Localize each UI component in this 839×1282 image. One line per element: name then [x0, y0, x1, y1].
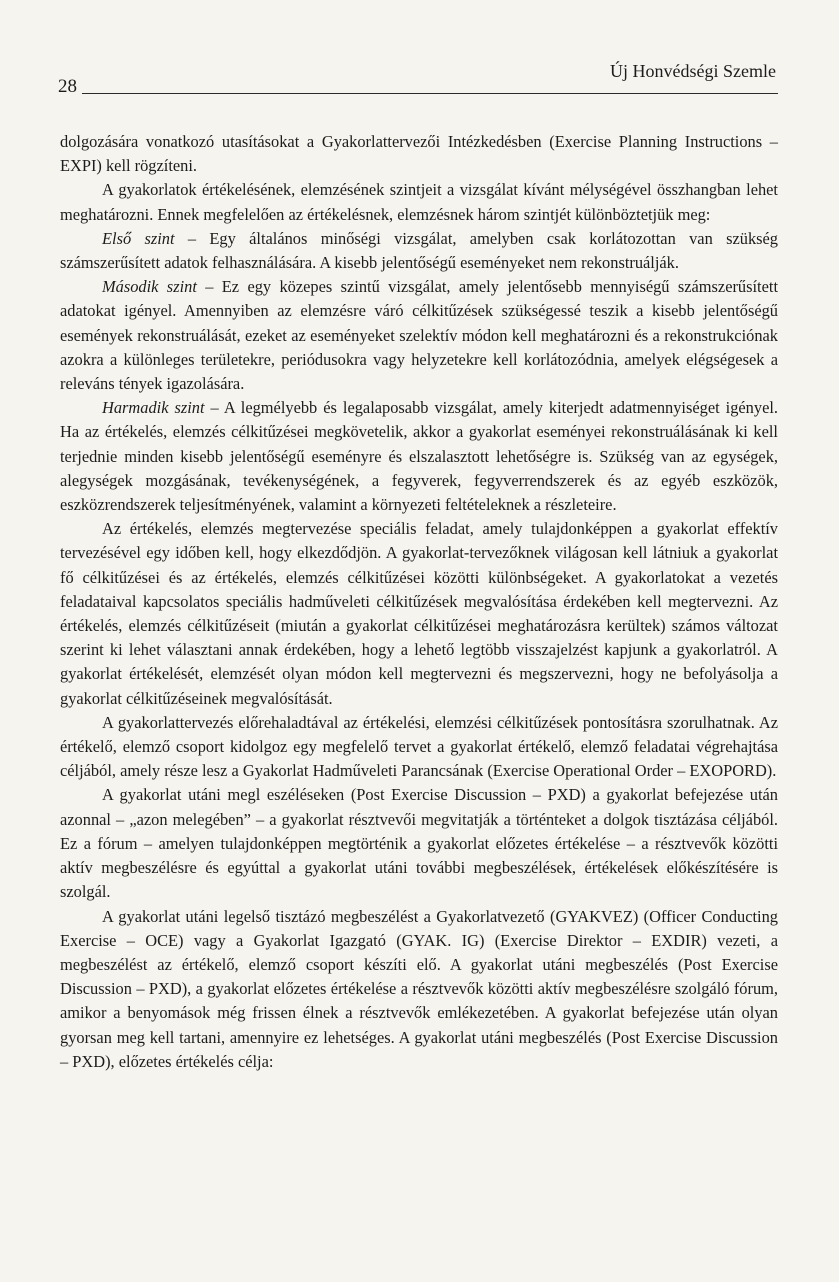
paragraph-continuation: [60, 130, 778, 178]
paragraph-lead: Első szint: [102, 228, 175, 248]
paragraph-text: Az értékelés, elemzés megtervezése speciális feladat, amely tulajdonképpen a gyakorlat effektív tervezésével egy időben kell, hogy elkezdődjön. A gyakorlat-tervezőknek világosan kell látniuk a gyakorlat fő célkitűzései és az értékelés, elemzés célkitűzései közötti különbségeket. A gyakorlatokat a vezetés feladataival kapcsolatos speciális hadműveleti célkitűzések megvalósítása érdekében kell megtervezni. Az értékelés, elemzés célkitűzéseit (miután a gyakorlat célkitűzései meghatározásra kerültek) számos változat szerint ki lehet választani annak érdekében, hogy a lehető legtöbb visszajelzést kapjunk a gyakorlatról. A gyakorlat értékelését, elemzését olyan módon kell megtervezni és megszervezni, hogy ne befolyásolja a gyakorlat célkitűzéseinek megvalósítását.: [60, 519, 778, 708]
paragraph-text: A gyakorlatok értékelésének, elemzésének szintjeit a vizsgálat kívánt mélységével összhangban lehet meghatározni. Ennek megfelelően az értékelésnek, elemzésnek három szintjét különböztetjük meg:: [60, 180, 778, 224]
header-rule: [82, 93, 778, 94]
paragraph-text: A gyakorlat utáni megl eszéléseken (Post Exercise Discussion – PXD) a gyakorlat befejezése után azonnal – „azon melegében” – a gyakorlat résztvevői megvitatják a történteket a dolgok tisztázása céljából. Ez a fórum – amelyen tulajdonképpen megtörténik a gyakorlat előzetes értékelése – a résztvevők közötti aktív megbeszélésre és egyúttal a gyakorlat utáni további megbeszélések, értékelések előkészítésére is szolgál.: [60, 785, 778, 902]
article-body: [60, 130, 778, 1074]
paragraph-lead: Harmadik szint: [102, 398, 205, 418]
paragraph-post-exercise: [60, 783, 778, 904]
paragraph-text: – Ez egy közepes szintű vizsgálat, amely jelentősebb mennyiségű számszerűsített adatokat igényel. Amennyiben az elemzésre váró célkitűzések szükségessé teszik a kisebb jelentőségű események rekonstruálását, ezeket az eseményeket szelektív módon kell meghatározni és a rekonstrukciónak azokra a különleges területekre, periódusokra vagy helyzetekre kell korlátozódnia, amelyek elégségesek a releváns tények igazolására.: [60, 277, 778, 394]
paragraph-planning: [60, 517, 778, 711]
page-number: 28: [58, 76, 77, 97]
paragraph-lead: Második szint: [102, 277, 197, 297]
paragraph-text: A gyakorlattervezés előrehaladtával az értékelési, elemzési célkitűzések pontosításra szorulhatnak. Az értékelő, elemző csoport kidolgoz egy megfelelő tervet a gyakorlat értékelő, elemző feladatai végrehajtása céljából, amely része lesz a Gyakorlat Hadműveleti Parancsának (Exercise Operational Order – EXOPORD).: [60, 712, 778, 781]
paragraph-level-three: [60, 396, 778, 517]
paragraph-text: A gyakorlat utáni legelső tisztázó megbeszélést a Gyakorlatvezető (GYAKVEZ) (Officer Conducting Exercise – OCE) vagy a Gyakorlat Igazgató (GYAK. IG) (Exercise Direktor – EXDIR) vezeti, a megbeszélést az értékelő, elemző csoport készíti elő. A gyakorlat utáni megbeszélés (Post Exercise Discussion – PXD), a gyakorlat előzetes értékelése a résztvevők közötti aktív megbeszélésre szolgáló fórum, amikor a benyomások még frissen élnek a résztvevők emlékezetében. A gyakorlat befejezése után olyan gyorsan meg kell tartani, amennyire ez lehetséges. A gyakorlat utáni megbeszélés (Post Exercise Discussion – PXD), előzetes értékelés célja:: [60, 906, 778, 1071]
journal-title: Új Honvédségi Szemle: [610, 61, 776, 81]
paragraph-evaluation-levels: [60, 178, 778, 226]
paragraph-level-two: [60, 275, 778, 396]
page-header: [58, 56, 778, 96]
paragraph-text: – A legmélyebb és legalaposabb vizsgálat, amely kiterjedt adatmennyiséget igényel. Ha az értékelés, elemzés célkitűzései megkövetelik, akkor a gyakorlat eseményei rekonstruálásának ki kell terjednie minden kisebb jelentőségű eseményre és elszalasztott lehetőségre is. Szükség van az egységek, alegységek mozgásának, tevékenységének, a fegyverek, fegyverrendszerek és az egyéb eszközök, eszközrendszerek teljesítményének, valamint a környezeti feltételeknek a részleteire.: [60, 398, 778, 515]
paragraph-text: – Egy általános minőségi vizsgálat, amelyben csak korlátozottan van szükség számszerűsített adatok felhasználására. A kisebb jelentőségű eseményeket nem rekonstruálják.: [60, 228, 778, 273]
paragraph-text: dolgozására vonatkozó utasításokat a Gyakorlattervezői Intézkedésben (Exercise Planning Instructions – EXPI) kell rögzíteni.: [60, 132, 778, 176]
paragraph-refinement: [60, 711, 778, 784]
paragraph-first-discussion: [60, 905, 778, 1074]
paragraph-level-one: [60, 227, 778, 275]
